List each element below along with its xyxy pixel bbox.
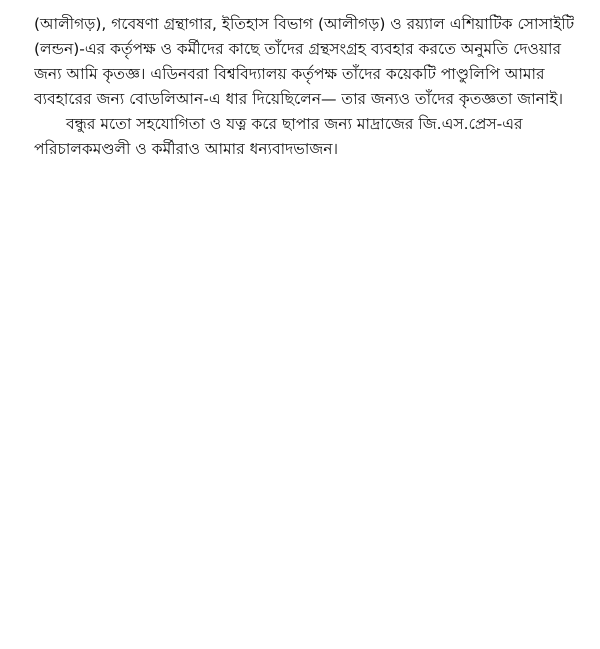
text-line: বন্ধুর মতো সহযোগিতা ও যত্ন করে ছাপার জন্য মাদ্রাজের জি.এস.প্রেস-এর (66, 115, 523, 133)
text-line: (আলীগড়), গবেষণা গ্রন্থাগার, ইতিহাস বিভাগ (আলীগড়) ও রয়্যাল এশিয়াটিক সোসাইটি (34, 15, 574, 33)
paragraph-acknowledgement-press (34, 112, 574, 162)
text-line: ব্যবহারের জন্য বোডলিআন-এ ধার দিয়েছিলেন— তার জন্যও তাঁদের কৃতজ্ঞতা জানাই। (34, 90, 563, 108)
paragraph-acknowledgement-archives (34, 12, 574, 112)
text-line: জন্য আমি কৃতজ্ঞ। এডিনবরা বিশ্ববিদ্যালয় কর্তৃপক্ষ তাঁদের কয়েকটি পাণ্ডুলিপি আমার (34, 65, 545, 83)
text-line: পরিচালকমণ্ডলী ও কর্মীরাও আমার ধন্যবাদভাজন। (34, 140, 339, 158)
document-body (34, 12, 574, 162)
text-line: (লন্ডন)-এর কর্তৃপক্ষ ও কর্মীদের কাছে তাঁদের গ্রন্থসংগ্রহ ব্যবহার করতে অনুমতি দেওয়ার (34, 40, 562, 58)
